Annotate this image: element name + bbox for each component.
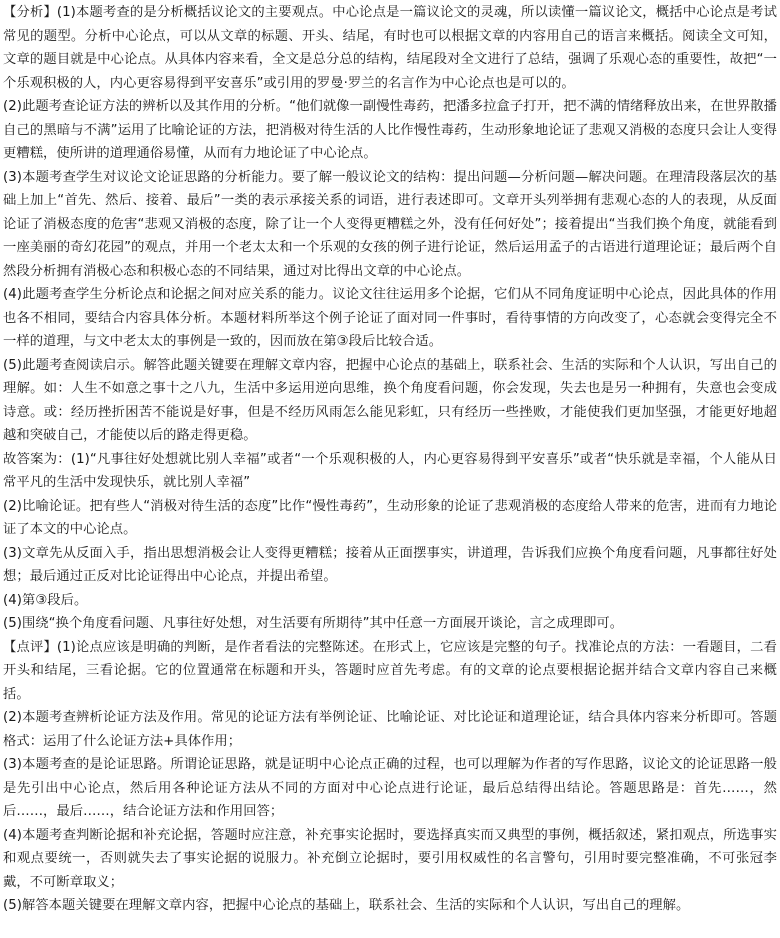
analysis-paragraph-5: (5)此题考查阅读启示。解答此题关键要在理解文章内容，把握中心论点的基础上，联系社会、生活的实际和个人认识，写出自己的理解。如：人生不如意之事十之八九，生活中多运用逆向思维，换个角度看问题，你会发现，失去也是另一种拥有，失意也会变成诗意。或：经历挫折困苦不能说是好事，但是不经历风雨怎么能见彩虹，只有经历一些挫败，才能使我们更加坚强，才能更好地超越和突破自己，才能使以后的路走得更稳。 (3, 357, 777, 443)
comment-paragraph-2: (2)本题考查辨析论证方法及作用。常见的论证方法有举例论证、比喻论证、对比论证和道理论证，结合具体内容来分析即可。答题格式：运用了什么论证方法+具体作用； (3, 710, 777, 749)
comment-paragraph-4: (4)本题考查判断论据和补充论据，答题时应注意，补充事实论据时，要选择真实而又典型的事例，概括叙述，紧扣观点，所选事实和观点要统一，否则就失去了事实论据的说服力。补充倒立论据时，要引用权威性的名言警句，引用时要完整准确，不可张冠李戴，不可断章取义； (3, 827, 777, 890)
comment-paragraph-5: (5)解答本题关键要在理解文章内容，把握中心论点的基础上，联系社会、生活的实际和个人认识，写出自己的理解。 (3, 898, 690, 913)
analysis-paragraph-4: (4)此题考查学生分析论点和论据之间对应关系的能力。议论文往往运用多个论据，它们从不同角度证明中心论点，因此具体的作用也各不相同，要结合内容具体分析。本题材料所举这个例子论证了面对同一件事时，看待事情的方向改变了，心态就会变得完全不一样的道理，与文中老太太的事例是一致的，因而放在第③段后比较合适。 (3, 287, 777, 349)
answer-paragraph-1: 故答案为：(1)“凡事往好处想就比别人幸福”或者“一个乐观积极的人，内心更容易得到平安喜乐”或者“快乐就是幸福，个人能从日常平凡的生活中发现快乐，就比别人幸福” (3, 451, 777, 490)
answer-paragraph-2: (2)比喻论证。把有些人“消极对待生活的态度”比作“慢性毒药”，生动形象的论证了悲观消极的态度给人带来的危害，进而有力地论证了本文的中心论点。 (3, 498, 777, 537)
analysis-paragraph-2: (2)此题考查论证方法的辨析以及其作用的分析。“他们就像一副慢性毒药，把潘多拉盒子打开，把不满的情绪释放出来，在世界散播自己的黑暗与不满”运用了比喻论证的方法，把消极对待生活的人比作慢性毒药，生动形象地论证了悲观又消极的态度只会让人变得更糟糕，使所讲的道理通俗易懂，从而有力地论证了中心论点。 (3, 99, 777, 161)
answer-paragraph-4: (4)第③段后。 (3, 592, 88, 608)
analysis-paragraph-1: 【分析】(1)本题考查的是分析概括议论文的主要观点。中心论点是一篇议论文的灵魂，所以读懂一篇议论文，概括中心论点是考试常见的题型。分析中心论点，可以从文章的标题、开头、结尾，有时也可以根据文章的内容用自己的语言来概括。阅读全文可知，文章的题目就是中心论点。从具体内容来看，全文是总分总的结构，结尾段对全文进行了总结，强调了乐观心态的重要性，故把“一个乐观积极的人，内心更容易得到平安喜乐”或引用的罗曼·罗兰的名言作为中心论点也是可以的。 (3, 5, 777, 91)
answer-paragraph-5: (5)围绕“换个角度看问题、凡事往好处想，对生活要有所期待”其中任意一方面展开谈论，言之成理即可。 (3, 616, 624, 631)
answer-paragraph-3: (3)文章先从反面入手，指出思想消极会让人变得更糟糕；接着从正面摆事实，讲道理，告诉我们应换个角度看问题，凡事都往好处想；最后通过正反对比论证得出中心论点，并提出希望。 (3, 545, 777, 584)
analysis-paragraph-3: (3)本题考查学生对议论文论证思路的分析能力。要了解一般议论文的结构：提出问题—分析问题—解决问题。在理清段落层次的基础上加上“首先、然后、接着、最后”一类的表示承接关系的词语，进行表述即可。文章开头列举拥有悲观心态的人的表现，从反面论证了消极态度的危害“悲观又消极的态度，除了让一个人变得更糟糕之外，没有任何好处”；接着提出“当我们换个角度，就能看到一座美丽的奇幻花园”的观点，并用一个老太太和一个乐观的女孩的例子进行论证，然后运用孟子的古语进行道理论证；最后两个自然段分析拥有消极心态和积极心态的不同结果，通过对比得出文章的中心论点。 (3, 169, 777, 279)
comment-paragraph-3: (3)本题考查的是论证思路。所谓论证思路，就是证明中心论点正确的过程，也可以理解为作者的写作思路，议论文的论证思路一般是先引出中心论点，然后用各种论证方法从不同的方面对中心论点进行论证，最后总结得出结论。答题思路是：首先……，然后……，最后……，结合论证方法和作用回答； (3, 757, 777, 819)
comment-paragraph-1: 【点评】(1)论点应该是明确的判断，是作者看法的完整陈述。在形式上，它应该是完整的句子。找准论点的方法：一看题目，二看开头和结尾，三看论据。它的位置通常在标题和开头，答题时应首先考虑。有的文章的论点要根据论据并结合文章内容自己来概括。 (3, 639, 777, 702)
